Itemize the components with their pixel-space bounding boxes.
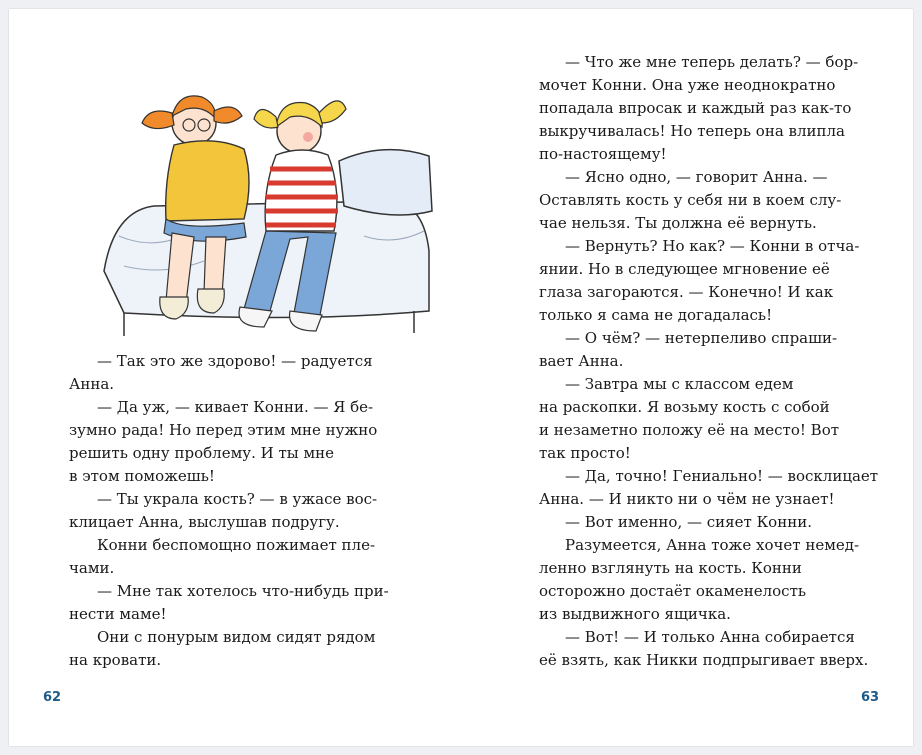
text-line: её взять, как Никки подпрыгивает вверх. [539, 651, 869, 669]
text-line: в этом поможешь! [69, 467, 215, 485]
text-line: — Вернуть? Но как? — Конни в отча- [565, 237, 860, 255]
text-line: Разумеется, Анна тоже хочет немед- [565, 536, 860, 554]
text-line: на кровати. [69, 651, 162, 669]
text-line: Конни беспомощно пожимает пле- [97, 536, 376, 554]
text-line: ленно взглянуть на кость. Конни [539, 559, 802, 577]
text-line: — Вот! — И только Анна собирается [565, 628, 855, 646]
text-line: вает Анна. [539, 352, 624, 370]
text-line: — Что же мне теперь делать? — бор- [565, 53, 859, 71]
text-line: — Да уж, — кивает Конни. — Я бе- [97, 398, 374, 416]
two-girls-sitting-on-bed-illustration [94, 61, 434, 351]
text-line: — Завтра мы с классом едем [565, 375, 794, 393]
text-line: клицает Анна, выслушав подругу. [69, 513, 340, 531]
text-line: — Ты украла кость? — в ужасе вос- [97, 490, 378, 508]
text-line: янии. Но в следующее мгновение её [539, 260, 830, 278]
text-line: Анна. [69, 375, 115, 393]
text-line: по-настоящему! [539, 145, 667, 163]
book-spread [9, 9, 913, 746]
text-line: глаза загораются. — Конечно! И как [539, 283, 834, 301]
text-line: выкручивалась! Но теперь она влипла [539, 122, 845, 140]
text-line: мочет Конни. Она уже неоднократно [539, 76, 836, 94]
text-line: — О чём? — нетерпеливо спраши- [565, 329, 838, 347]
text-line: и незаметно положу её на место! Вот [539, 421, 840, 439]
text-line: — Мне так хотелось что-нибудь при- [97, 582, 389, 600]
text-line: на раскопки. Я возьму кость с собой [539, 398, 830, 416]
text-line: Они с понурым видом сидят рядом [97, 628, 376, 646]
text-line: — Так это же здорово! — радуется [97, 352, 373, 370]
text-line: нести маме! [69, 605, 167, 623]
text-line: — Вот именно, — сияет Конни. [565, 513, 812, 531]
text-line: — Ясно одно, — говорит Анна. — [565, 168, 828, 186]
text-line: Анна. — И никто ни о чём не узнает! [539, 490, 835, 508]
text-line: попадала впросак и каждый раз как-то [539, 99, 852, 117]
text-line: только я сама не догадалась! [539, 306, 773, 324]
text-line: зумно рада! Но перед этим мне нужно [69, 421, 378, 439]
text-line: — Да, точно! Гениально! — восклицает [565, 467, 879, 485]
text-line: осторожно достаёт окаменелость [539, 582, 807, 600]
text-line: из выдвижного ящичка. [539, 605, 731, 623]
page-number-left: 62 [43, 690, 62, 705]
text-line: чае нельзя. Ты должна её вернуть. [539, 214, 817, 232]
text-line: решить одну проблему. И ты мне [69, 444, 335, 462]
text-line: чами. [69, 559, 115, 577]
text-line: Оставлять кость у себя ни в коем слу- [539, 191, 842, 209]
page-number-right: 63 [861, 690, 880, 705]
text-line: так просто! [539, 444, 631, 462]
